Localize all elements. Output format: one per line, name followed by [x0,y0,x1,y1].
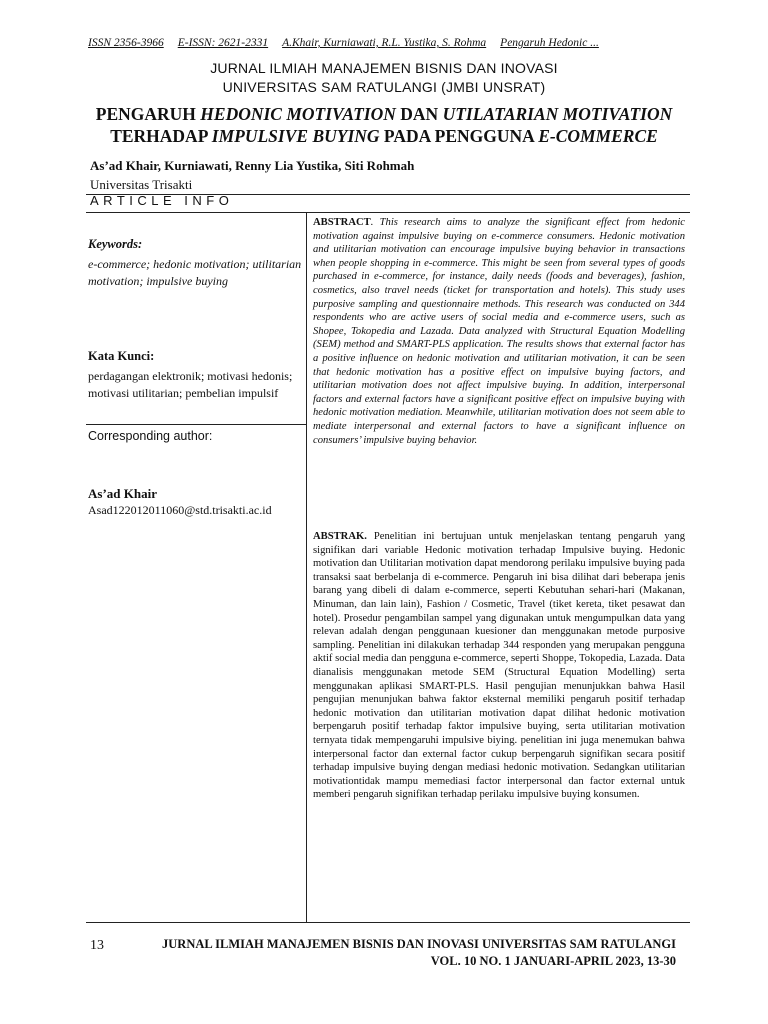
title-part: PADA PENGGUNA [379,126,539,146]
title-part: DAN [395,104,443,124]
footer-journal [162,936,676,970]
corresponding-block [88,428,302,444]
column-divider [306,212,307,922]
corresponding-info [88,486,302,518]
title-part-italic: IMPULSIVE BUYING [211,126,380,146]
abstract-english [313,216,685,447]
title-part-italic: HEDONIC MOTIVATION [200,104,396,124]
title-part-italic: UTILATARIAN MOTIVATION [442,104,673,124]
divider [86,424,306,425]
abstrak-text: Penelitian ini bertujuan untuk menjelaskan tentang pengaruh yang signifikan dari variable Hedonic motivation terhadap Impulsive buying. Hedonic motivation dan Utilitarian motivation dapat mendorong perilaku impulsive buying pada transaksi saat berbelanja di e-commerce. Pengaruh ini bisa dilihat dari beberapa jenis barang yang dibeli di dalam e-commerce, seperti Kebutuhan sehari-hari (Makanan, Minuman, dan lain lain), Fashion / Cosmetic, Travel (tiket kereta, tiket pesawat dan hotel). Prosedur pengambilan sampel yang digunakan untuk mengumpulkan data yang relevan adalah dengan penggunaan kuesioner dan menggunakan metode purposive sampling. Penelitian ini dilakukan terhadap 344 responden yang merupakan pengguna aktif social media dan pengguna e-commerce, seperti Shoppe, Tokopedia, Lazada. Data dianalisis menggunakan metode SEM (Structural Equation Modelling) serta menggunakan aplikasi SMART-PLS. Hasil pengujian menunjukkan bahwa Hasil pengujian menunjukan bahwa faktor eksternal memiliki pengaruh positif terhadap hedonic motivation dan utilitarian motivation dapat dilihat hedonic motivation berpengaruh positif terhadap faktor impulsive buying, serta utilitarian motivation ternyata tidak mempengaruhi impulsive biying. penelitian ini juga menemukan bahwa interpersonal factor dan external factor cukup berpengaruh signifikan secara positif terhadap impulsive buying dengan mediasi hedonic motivation. Sedangkan utilitarian motivationtidak mampu memediasi factor interpersonal dan factor external untuk memberi pengaruh signifikan terhadap perilaku impulsive buying konsumen. [313,531,685,801]
article-info-label: ARTICLE INFO [90,193,234,208]
title-part: TERHADAP [110,126,212,146]
abstrak-indonesian [313,530,685,802]
journal-name-line1: JURNAL ILMIAH MANAJEMEN BISNIS DAN INOVASI [210,60,558,76]
corresponding-label: Corresponding author: [88,429,213,443]
article-title [70,103,698,147]
author-list: As’ad Khair, Kurniawati, Renny Lia Yustika, Siti Rohmah [90,158,415,173]
header-authors: A.Khair, Kurniawati, R.L. Yustika, S. Rohma [282,37,487,49]
title-part-italic: E-COMMERCE [538,126,658,146]
divider [86,922,690,923]
issn: ISSN 2356-3966 [88,37,164,49]
header-title: Pengaruh Hedonic ... [500,37,599,49]
title-part: PENGARUH [95,104,201,124]
page-number: 13 [90,938,104,953]
keywords-list: e-commerce; hedonic motivation; utilitarian motivation; impulsive buying [88,257,302,288]
corresponding-email[interactable]: Asad122012011060@std.trisakti.ac.id [88,503,272,517]
footer-journal-name: JURNAL ILMIAH MANAJEMEN BISNIS DAN INOVASI UNIVERSITAS SAM RATULANGI [162,937,676,951]
affiliation: Universitas Trisakti [90,177,193,192]
kata-kunci-block [88,348,302,402]
journal-name-line2: UNIVERSITAS SAM RATULANGI (JMBI UNSRAT) [222,79,546,95]
eissn: E-ISSN: 2621-2331 [177,37,269,49]
corresponding-name: As’ad Khair [88,486,157,501]
divider [86,212,690,213]
kata-kunci-list: perdagangan elektronik; motivasi hedonis; motivasi utilitarian; pembelian impulsif [88,369,293,400]
abstrak-label: ABSTRAK. [313,531,367,542]
running-header [88,37,680,49]
abstract-text: . This research aims to analyze the significant effect from hedonic motivation against impulsive buying on e-commerce consumers. Hedonic motivation and utilitarian motivation can encourage impulsive buying behavior in transactions when people shopping in e-commerce. This might be seen from several types of goods purchased in e-commerce, for instance, daily needs (foods and beverages), fashion, cosmetics, also travel needs (ticket for transportation and hotels). This study uses purposive sampling and questionnaire methods. This research was conducted on 344 respondents who are active users of social media and e-commerce users, such as Shopee, Tokopedia and Lazada. Data analyzed with Structural Equation Modelling (SEM) method and SMART-PLS application. The results shows that external factor has a positive influence on hedonic motivation and utilitarian motivation, it can be seen that hedonic motivation has a positive effect on impulsive buying factors, and utilitarian motivation does not affect impulsive buying. In addition, interpersonal factors and external factors have a significant positive effect on impulsive buying with hedonic motivation mediation. Meanwhile, utilitarian motivation does not seem able to mediate interpersonal and external factors to have a significant influence on consumers’ impulsive buying behavior. [313,217,685,446]
footer-volume: VOL. 10 NO. 1 JANUARI-APRIL 2023, 13-30 [430,954,676,968]
keywords-block [88,236,302,290]
kata-kunci-title: Kata Kunci: [88,349,155,363]
keywords-title: Keywords: [88,237,143,251]
abstract-label: ABSTRACT [313,217,371,228]
